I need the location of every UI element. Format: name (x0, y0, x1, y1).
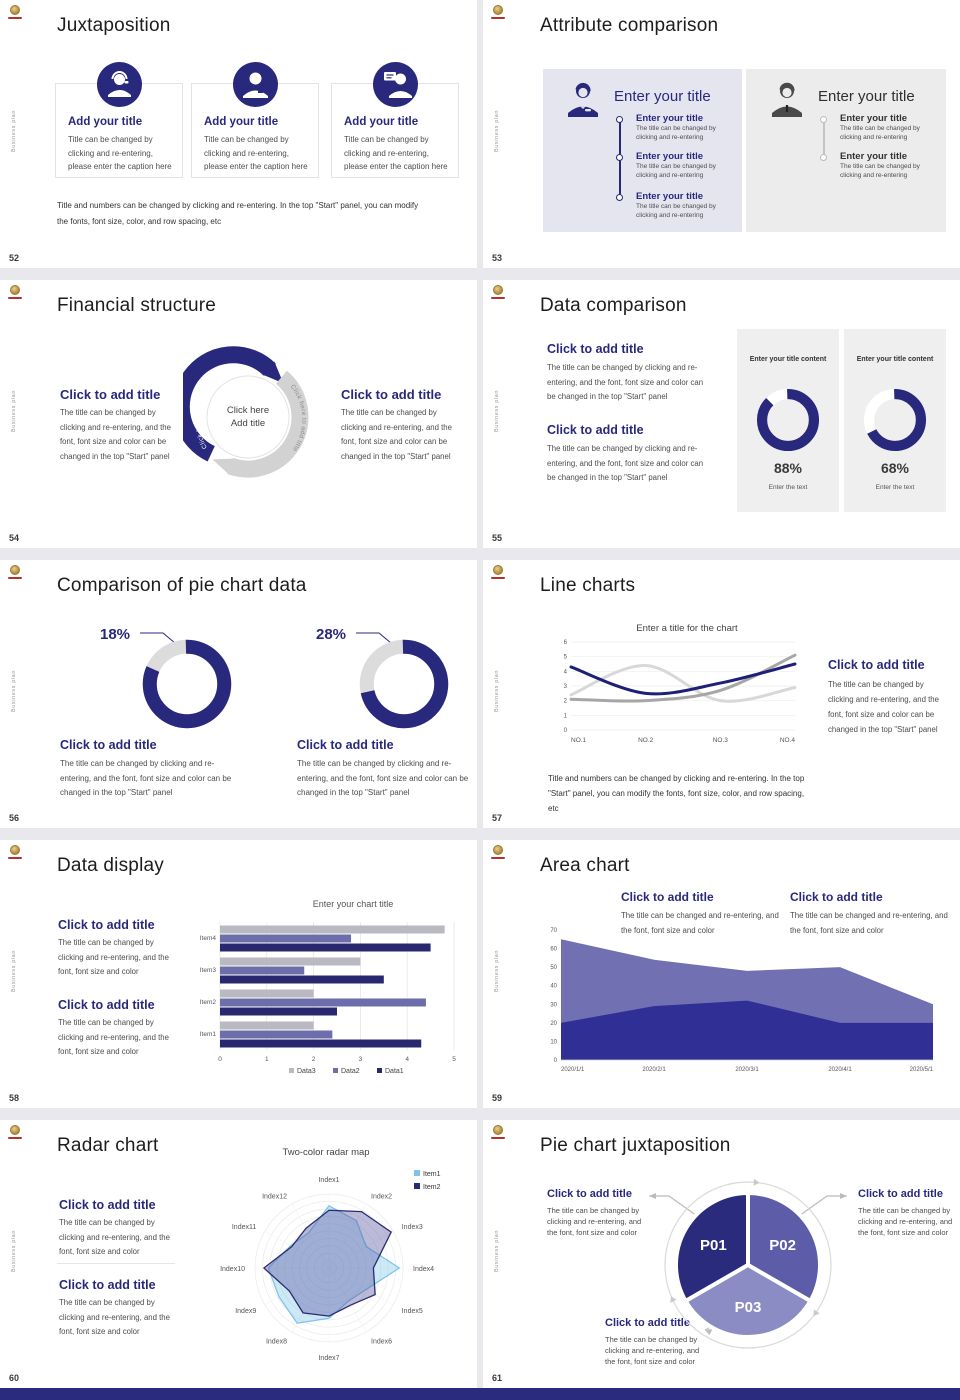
stat-card-label: Enter your title content (749, 356, 827, 363)
svg-text:P03: P03 (734, 1299, 762, 1316)
timeline-item-title: Enter your title (840, 113, 908, 124)
stat-card-footer: Enter the text (768, 484, 808, 491)
text-block-caption: The title can be changed and re-entering, and the font, font size and color (621, 911, 779, 935)
slide-title: Financial structure (57, 295, 217, 316)
text-block-heading: Click to add title (341, 387, 442, 402)
svg-text:NO.2: NO.2 (638, 737, 654, 744)
slide-number: 55 (492, 533, 503, 543)
sidebar-vertical-text: Business plan (494, 1230, 500, 1273)
svg-text:0: 0 (553, 1058, 557, 1064)
svg-text:Index3: Index3 (401, 1224, 423, 1231)
cycle-center-line1: Click here (226, 405, 270, 416)
timeline-dot (820, 116, 827, 123)
svg-text:4: 4 (563, 669, 567, 676)
radar-legend (414, 1170, 441, 1196)
text-block-heading: Click to add title (621, 890, 714, 904)
text-block-caption: The title can be changed by clicking and re-entering, and the font, font size and color can be changed in the top "Start" panel (60, 759, 232, 797)
text-block-heading: Click to add title (858, 1188, 943, 1200)
slide-note: Title and numbers can be changed by clicking and re-entering. In the top "Start" panel, you can modify the fonts, font size, color, and row spacing, etc (57, 201, 419, 226)
svg-text:60: 60 (550, 946, 557, 953)
svg-text:Index7: Index7 (318, 1355, 340, 1362)
slide-number: 58 (9, 1093, 20, 1103)
legend-item: Item1 (414, 1170, 441, 1178)
text-block-heading: Click to add title (58, 998, 155, 1012)
donut-value-label: 28% (316, 626, 347, 643)
timeline-item-title: Enter your title (636, 113, 704, 124)
timeline-item-caption: The title can be changed by clicking and re-entering (636, 125, 716, 141)
slide-number: 54 (9, 533, 20, 543)
text-block-heading: Click to add title (59, 1278, 156, 1292)
svg-text:20: 20 (550, 1020, 557, 1027)
slide-title: Comparison of pie chart data (57, 575, 307, 596)
svg-text:Index12: Index12 (262, 1193, 287, 1201)
timeline-item-caption: The title can be changed by clicking and re-entering (636, 163, 716, 179)
svg-text:4: 4 (405, 1056, 410, 1063)
svg-text:2: 2 (311, 1056, 316, 1063)
text-block-heading: Click to add title (828, 658, 925, 672)
timeline-dot (616, 194, 623, 201)
sidebar-vertical-text: Business plan (494, 950, 500, 993)
slide-56-pie-comparison[interactable] (0, 560, 477, 828)
svg-text:Click here to add title: Click here to add title (194, 381, 217, 451)
slide-title: Data comparison (540, 295, 687, 316)
card-heading: Add your title (204, 116, 279, 128)
chart-title: Enter your chart title (312, 899, 394, 909)
svg-text:Index8: Index8 (265, 1338, 287, 1346)
svg-text:P02: P02 (769, 1237, 796, 1254)
svg-text:5: 5 (452, 1056, 456, 1063)
text-block-caption: The title can be changed by clicking and re-entering, and the font, font size and color (58, 1018, 169, 1056)
svg-text:2020/5/1: 2020/5/1 (909, 1067, 933, 1073)
timeline-item-caption: The title can be changed by clicking and re-entering (840, 125, 920, 141)
slide-number: 60 (9, 1373, 20, 1383)
svg-text:NO.1: NO.1 (571, 737, 587, 744)
svg-text:Index11: Index11 (231, 1224, 257, 1231)
text-block-heading: Click to add title (59, 1198, 156, 1212)
svg-text:Index2: Index2 (371, 1193, 393, 1201)
svg-text:P01: P01 (700, 1237, 727, 1254)
line-chart (555, 634, 800, 752)
slide-title: Attribute comparison (540, 15, 719, 36)
text-block-caption: The title can be changed by clicking and re-entering, and the font, font size and color (59, 1298, 170, 1336)
svg-text:Index10: Index10 (220, 1266, 245, 1273)
university-crest-logo (8, 845, 22, 859)
svg-text:NO.3: NO.3 (712, 737, 728, 744)
slide-title: Data display (57, 855, 164, 876)
svg-text:30: 30 (550, 1002, 557, 1009)
sidebar-vertical-text: Business plan (11, 950, 17, 993)
text-block-heading: Click to add title (58, 918, 155, 932)
text-block-caption: The title can be changed by clicking and re-entering, and the font, font size and color can be changed in the top "Start" panel (341, 408, 452, 461)
slide-title: Area chart (540, 855, 630, 876)
text-block-caption: The title can be changed by clicking and re-entering, and the font, font size and color (605, 1335, 700, 1366)
svg-text:Item1: Item1 (199, 1031, 216, 1038)
slide-54-financial-structure[interactable] (0, 280, 477, 548)
cycle-center-label (203, 404, 293, 430)
sidebar-vertical-text: Business plan (494, 670, 500, 713)
text-block-heading: Click to add title (605, 1317, 690, 1329)
university-crest-logo (491, 285, 505, 299)
slide-57-line-charts[interactable] (483, 560, 960, 828)
slide-number: 56 (9, 813, 20, 823)
text-block-heading: Click to add title (547, 342, 644, 356)
bar-chart (186, 910, 464, 1082)
sidebar-vertical-text: Business plan (11, 670, 17, 713)
slide-title: Pie chart juxtaposition (540, 1135, 731, 1156)
donut-chart-18 (141, 638, 233, 730)
sidebar-vertical-text: Business plan (11, 110, 17, 153)
text-block-heading: Click to add title (547, 423, 644, 437)
svg-text:Index5: Index5 (401, 1308, 423, 1315)
slide-title: Juxtaposition (57, 15, 171, 36)
panel-heading: Enter your title (818, 88, 915, 105)
card-heading: Add your title (68, 116, 143, 128)
svg-text:NO.4: NO.4 (779, 737, 795, 744)
text-block-caption: The title can be changed by clicking and re-entering, and the font, font size and color can be changed in the top "Start" panel (60, 408, 171, 461)
timeline-item-title: Enter your title (840, 151, 908, 162)
slide-61-pie-juxtaposition[interactable] (483, 1120, 960, 1388)
svg-text:0: 0 (218, 1056, 222, 1063)
text-block-heading: Click to add title (790, 890, 883, 904)
svg-text:Index6: Index6 (371, 1338, 393, 1346)
slide-number: 57 (492, 813, 503, 823)
stat-percentage: 68% (880, 460, 910, 476)
divider (57, 1263, 175, 1264)
svg-text:40: 40 (550, 983, 557, 990)
sidebar-vertical-text: Business plan (11, 1230, 17, 1273)
svg-text:2020/2/1: 2020/2/1 (642, 1067, 666, 1073)
svg-text:3: 3 (358, 1056, 363, 1063)
slide-number: 59 (492, 1093, 503, 1103)
slide-number: 61 (492, 1373, 503, 1383)
university-crest-logo (491, 5, 505, 19)
card-caption: Title can be changed by clicking and re-entering, please enter the caption here (68, 135, 172, 171)
university-crest-logo (8, 1125, 22, 1139)
svg-text:70: 70 (550, 928, 557, 934)
slide-number: 52 (9, 253, 20, 263)
svg-text:1: 1 (563, 713, 567, 720)
slide-55-data-comparison[interactable] (483, 280, 960, 548)
panel-heading: Enter your title (614, 88, 711, 105)
person-chat-icon (373, 62, 418, 107)
text-block-caption: The title can be changed by clicking and re-entering, and the font, font size and color can be changed in the top "Start" panel (828, 680, 939, 734)
svg-text:Item2: Item2 (199, 999, 216, 1006)
text-block-caption: The title can be changed by clicking and re-entering, and the font, font size and color (547, 1206, 642, 1237)
slide-60-radar-chart[interactable] (0, 1120, 477, 1388)
businessman-icon (769, 80, 805, 118)
svg-text:Index1: Index1 (318, 1177, 340, 1184)
page-footer-bar (0, 1388, 960, 1400)
timeline-item-caption: The title can be changed by clicking and re-entering (636, 203, 716, 219)
svg-text:Data3: Data3 (297, 1068, 316, 1075)
timeline-dot (616, 154, 623, 161)
university-crest-logo (8, 285, 22, 299)
svg-text:3: 3 (563, 684, 567, 690)
svg-text:Data1: Data1 (385, 1068, 404, 1075)
businesswoman-icon (565, 80, 601, 118)
svg-text:1: 1 (264, 1056, 269, 1063)
donut-chart-68 (862, 387, 928, 453)
cycle-center-line2: Add title (230, 418, 266, 429)
text-block-caption: The title can be changed by clicking and re-entering, and the font, font size and color can be changed in the top "Start" panel (547, 363, 704, 401)
slide-number: 53 (492, 253, 503, 263)
svg-text:Data2: Data2 (341, 1068, 360, 1075)
card-caption: Title can be changed by clicking and re-entering, please enter the caption here (204, 135, 308, 171)
text-block-caption: The title can be changed and re-entering, and the font, font size and color (790, 911, 948, 935)
card-heading: Add your title (344, 116, 419, 128)
svg-text:0: 0 (563, 728, 567, 734)
timeline-item-title: Enter your title (636, 151, 704, 162)
svg-text:10: 10 (550, 1039, 557, 1046)
sidebar-vertical-text: Business plan (494, 110, 500, 153)
support-agent-icon (97, 62, 142, 107)
donut-chart-28 (358, 638, 450, 730)
svg-text:Item4: Item4 (199, 935, 216, 942)
stat-card-label: Enter your title content (856, 356, 934, 363)
stat-card-footer: Enter the text (875, 484, 915, 491)
text-block-caption: The title can be changed by clicking and re-entering, and the font, font size and color (59, 1218, 170, 1256)
sidebar-vertical-text: Business plan (11, 390, 17, 433)
svg-text:50: 50 (550, 965, 557, 972)
text-block-heading: Click to add title (60, 738, 157, 752)
pie-chart (653, 1170, 843, 1360)
text-block-heading: Click to add title (547, 1188, 632, 1200)
slide-59-area-chart[interactable] (483, 840, 960, 1108)
svg-text:Index9: Index9 (235, 1308, 257, 1315)
timeline-dot (820, 154, 827, 161)
area-chart (535, 918, 943, 1086)
stat-percentage: 88% (773, 460, 803, 476)
svg-text:2020/1/1: 2020/1/1 (561, 1067, 585, 1073)
timeline-item-title: Enter your title (636, 191, 704, 202)
university-crest-logo (8, 5, 22, 19)
text-block-caption: The title can be changed by clicking and re-entering, and the font, font size and color (58, 938, 169, 976)
person-icon (233, 62, 278, 107)
text-block-caption: The title can be changed by clicking and re-entering, and the font, font size and color can be changed in the top "Start" panel (547, 444, 704, 482)
slide-title: Line charts (540, 575, 636, 596)
timeline-dot (616, 116, 623, 123)
slide-title: Radar chart (57, 1135, 159, 1156)
text-block-caption: The title can be changed by clicking and re-entering, and the font, font size and color can be changed in the top "Start" panel (297, 759, 469, 797)
svg-text:Click here to add title: Click here to add title (288, 383, 308, 453)
svg-text:2: 2 (563, 698, 567, 705)
slide-58-data-display[interactable] (0, 840, 477, 1108)
svg-text:6: 6 (563, 640, 567, 646)
slide-note: Title and numbers can be changed by clicking and re-entering. In the top "Start" panel, you can modify the fonts, font size, color, and row spacing, etc (548, 774, 805, 813)
university-crest-logo (491, 845, 505, 859)
chart-title: Two-color radar map (282, 1147, 370, 1158)
svg-text:2020/3/1: 2020/3/1 (735, 1067, 759, 1073)
donut-value-label: 18% (100, 626, 131, 643)
chart-title: Enter a title for the chart (636, 623, 738, 634)
slide-53-attribute-comparison[interactable] (483, 0, 960, 268)
svg-text:2020/4/1: 2020/4/1 (828, 1067, 852, 1073)
donut-chart-88 (755, 387, 821, 453)
svg-text:Item3: Item3 (199, 967, 216, 974)
svg-text:5: 5 (563, 654, 567, 661)
sidebar-vertical-text: Business plan (494, 390, 500, 433)
text-block-heading: Click to add title (60, 387, 161, 402)
slide-52-juxtaposition[interactable] (0, 0, 477, 268)
timeline-item-caption: The title can be changed by clicking and re-entering (840, 163, 920, 179)
university-crest-logo (491, 565, 505, 579)
legend-item: Item2 (414, 1183, 441, 1191)
svg-text:Index4: Index4 (413, 1266, 435, 1273)
text-block-caption: The title can be changed by clicking and re-entering, and the font, font size and color (858, 1206, 953, 1237)
text-block-heading: Click to add title (297, 738, 394, 752)
card-caption: Title can be changed by clicking and re-entering, please enter the caption here (344, 135, 448, 171)
